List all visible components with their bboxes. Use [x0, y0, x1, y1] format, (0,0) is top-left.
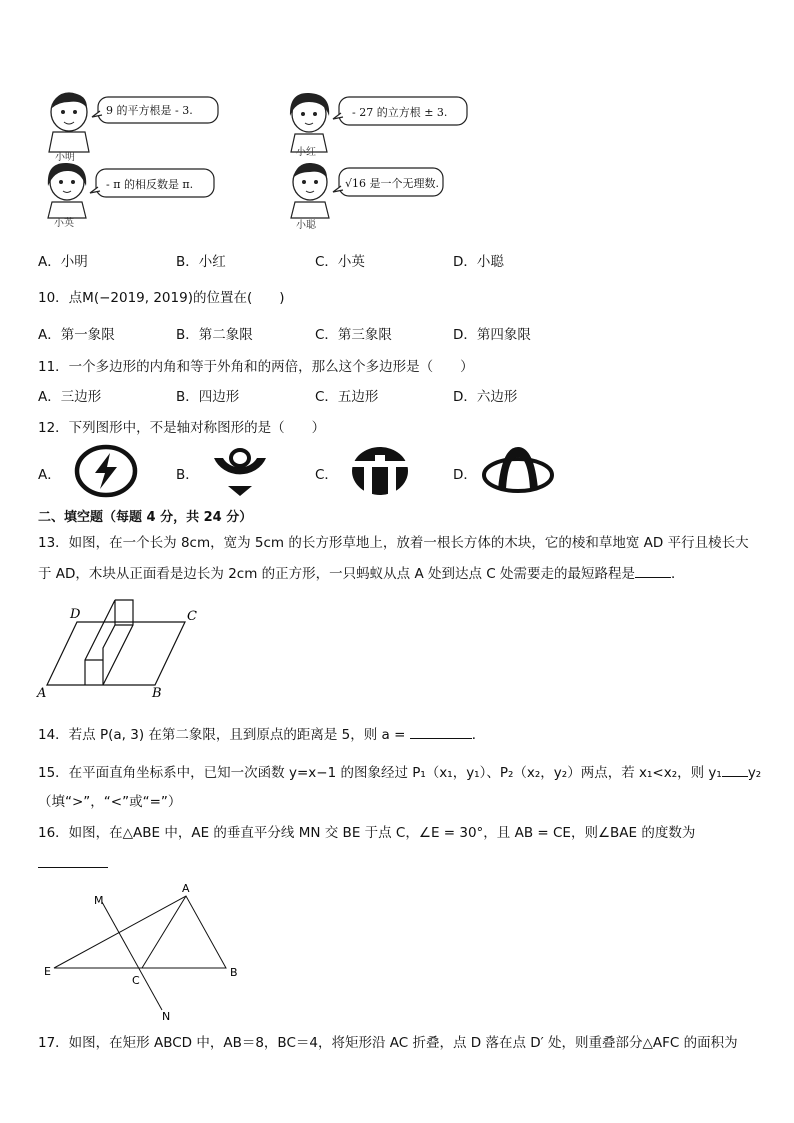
q13-label-a: A: [37, 686, 47, 701]
q9-option-a[interactable]: A．小明: [38, 254, 88, 270]
cartoon-boy-2-icon: [285, 160, 337, 222]
q11-stem: 11．一个多边形的内角和等于外角和的两倍，那么这个多边形是（ ）: [38, 359, 474, 375]
q14-end: ．: [471, 727, 486, 743]
q16-figure: [40, 880, 250, 1023]
q13-line2: [38, 562, 685, 582]
q12-label-c[interactable]: C．: [315, 467, 338, 483]
q13-figure: [35, 600, 210, 705]
q15-text-b: y₂: [747, 765, 762, 781]
q9-option-b[interactable]: B．小红: [176, 254, 226, 270]
q13-label-c: C: [187, 609, 197, 624]
q16-label-m: M: [94, 894, 104, 907]
q11-options: [38, 385, 758, 405]
split-circle-icon[interactable]: [350, 445, 410, 497]
q9-name-4: 小聪: [296, 220, 316, 231]
q16-label-b: B: [230, 966, 238, 979]
cartoon-girl-2-icon: [42, 160, 94, 222]
q9-name-2: 小红: [296, 147, 316, 158]
q15-text-a: 15．在平面直角坐标系中，已知一次函数 y=x−1 的图象经过 P₁（x₁，y₁）、P₂（x₂，y₂）两点，若 x₁<x₂，则 y₁: [38, 765, 722, 781]
q15-line1: [38, 761, 761, 781]
q13-label-d: D: [70, 607, 81, 622]
section-2-header: 二、填空题（每题 4 分，共 24 分）: [38, 510, 253, 525]
q9-option-d[interactable]: D．小聪: [453, 254, 504, 270]
q12-label-a[interactable]: A．: [38, 467, 61, 483]
q16-label-a: A: [182, 882, 190, 895]
q14-answer-blank[interactable]: [410, 724, 472, 739]
q9-options: [38, 250, 758, 270]
q10-options: [38, 323, 758, 343]
q11-option-c[interactable]: C．五边形: [315, 389, 379, 405]
q9-name-3: 小英: [54, 218, 74, 229]
q10-option-d[interactable]: D．第四象限: [453, 327, 531, 343]
bubble-text-3: - π 的相反数是 π.: [106, 178, 194, 191]
lightning-circle-icon[interactable]: [75, 445, 137, 497]
q10-option-a[interactable]: A．第一象限: [38, 327, 115, 343]
ring-logo-icon[interactable]: [208, 444, 272, 498]
q13-line2-text: 于 AD，木块从正面看是边长为 2cm 的正方形，一只蚂蚁从点 A 处到达点 C 处需要走的最短路程是: [38, 566, 635, 582]
q13-end: ．: [671, 566, 685, 582]
q9-name-1: 小明: [55, 152, 75, 163]
q15-line2: （填“>”，“<”或“=”）: [38, 794, 182, 810]
bubble-text-4: √16 是一个无理数.: [345, 177, 439, 190]
q14-text: 14．若点 P(a, 3) 在第二象限，且到原点的距离是 5，则 a =: [38, 727, 406, 743]
q12-label-d[interactable]: D．: [453, 467, 477, 483]
q11-option-b[interactable]: B．四边形: [176, 389, 240, 405]
q9-option-c[interactable]: C．小英: [315, 254, 365, 270]
bubble-text-1: 9 的平方根是 - 3.: [106, 104, 193, 117]
q10-option-b[interactable]: B．第二象限: [176, 327, 253, 343]
q13-line1: 13．如图，在一个长为 8cm，宽为 5cm 的长方形草地上，放着一根长方体的木块，它的棱和草地宽 AD 平行且棱长大: [38, 535, 749, 551]
q16-label-e: E: [44, 965, 51, 978]
q11-option-d[interactable]: D．六边形: [453, 389, 518, 405]
q10-stem: 10．点M(−2019, 2019)的位置在( ): [38, 290, 285, 306]
q15-answer-blank[interactable]: [722, 762, 748, 777]
q16-label-c: C: [132, 974, 140, 987]
q11-option-a[interactable]: A．三边形: [38, 389, 102, 405]
q13-label-b: B: [152, 686, 162, 701]
arch-oval-icon[interactable]: [480, 445, 556, 495]
q12-stem: 12．下列图形中，不是轴对称图形的是（ ）: [38, 420, 326, 436]
q16-answer-blank[interactable]: [38, 853, 108, 868]
q16-text: 16．如图，在△ABE 中，AE 的垂直平分线 MN 交 BE 于点 C，∠E = 30°，且 AB = CE，则∠BAE 的度数为: [38, 825, 696, 841]
q13-answer-blank[interactable]: [635, 563, 671, 578]
q16-label-n: N: [162, 1010, 171, 1023]
q14-line: [38, 723, 485, 743]
q12-label-b[interactable]: B．: [176, 467, 199, 483]
q17-text: 17．如图，在矩形 ABCD 中，AB＝8，BC＝4，将矩形沿 AC 折叠，点 D 落在点 D′ 处，则重叠部分△AFC 的面积为: [38, 1035, 738, 1051]
q10-option-c[interactable]: C．第三象限: [315, 327, 392, 343]
bubble-text-2: - 27 的立方根 ± 3.: [352, 106, 448, 119]
